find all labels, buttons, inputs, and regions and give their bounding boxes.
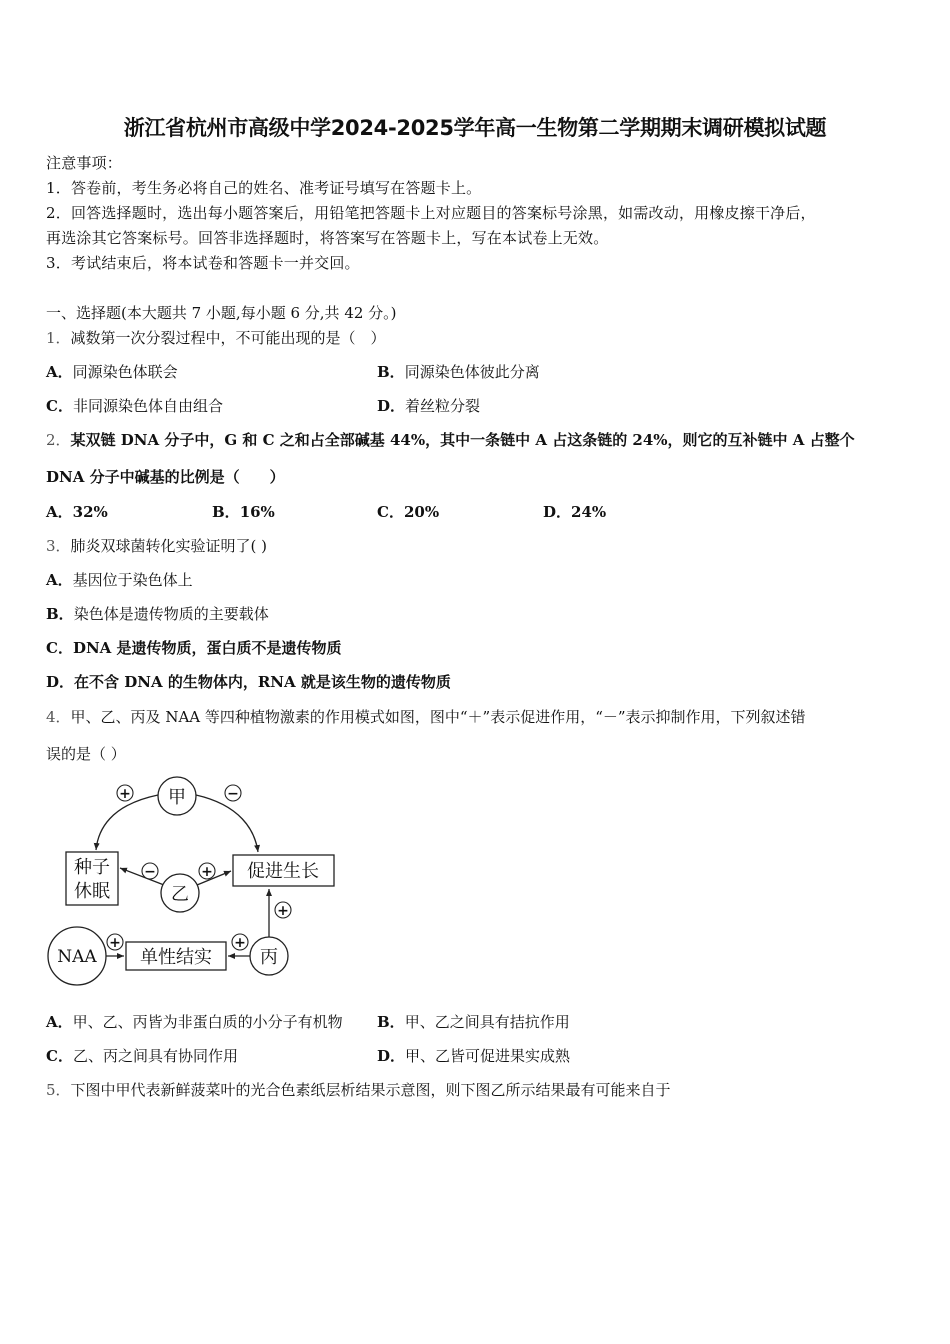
q1-option-b[interactable] xyxy=(377,361,540,382)
node-dormancy-label-2: 休眠 xyxy=(74,881,110,902)
option-letter: A． xyxy=(46,1013,73,1031)
q4-option-c[interactable] xyxy=(46,1045,238,1066)
option-text: 32% xyxy=(72,503,108,521)
q4-option-b[interactable] xyxy=(377,1011,570,1032)
hormone-interaction-diagram xyxy=(40,770,350,990)
option-letter: D． xyxy=(543,503,572,521)
node-dormancy-label-1: 种子 xyxy=(74,857,110,878)
question-number: 3． xyxy=(46,537,71,555)
option-letter: C． xyxy=(377,503,404,521)
option-letter: D． xyxy=(377,1047,406,1065)
option-letter: D． xyxy=(46,673,75,691)
option-text: 着丝粒分裂 xyxy=(405,397,481,415)
plus-sign-icon: + xyxy=(277,903,289,919)
q3-option-b[interactable] xyxy=(46,603,269,624)
option-text: 非同源染色体自由组合 xyxy=(72,397,223,415)
minus-sign-icon: − xyxy=(227,786,239,802)
question-number: 1． xyxy=(46,329,71,347)
option-text: 16% xyxy=(239,503,275,521)
node-parthenocarpy-label: 单性结实 xyxy=(140,947,212,968)
plus-sign-icon: + xyxy=(119,786,131,802)
option-letter: B． xyxy=(377,363,405,381)
option-letter: B． xyxy=(46,605,74,623)
q2-option-d[interactable] xyxy=(543,501,606,522)
notice-item-2: 2．回答选择题时，选出每小题答案后，用铅笔把答题卡上对应题目的答案标号涂黑，如需改动，用橡皮擦干净后， xyxy=(46,204,816,222)
option-letter: A． xyxy=(46,503,73,521)
notice-item-1: 1．答卷前，考生务必将自己的姓名、准考证号填写在答题卡上。 xyxy=(46,179,482,197)
question-stem: 某双链 DNA 分子中，G 和 C 之和占全部碱基 44%，其中一条链中 A 占这条链的 24%，则它的互补链中 A 占整个 xyxy=(70,431,855,449)
option-text: 在不含 DNA 的生物体内，RNA 就是该生物的遗传物质 xyxy=(74,673,451,691)
option-text: 甲、乙、丙皆为非蛋白质的小分子有机物 xyxy=(72,1013,343,1031)
question-number: 5． xyxy=(46,1081,71,1099)
option-text: DNA 是遗传物质，蛋白质不是遗传物质 xyxy=(72,639,342,657)
question-4-cont: 误的是（ ） xyxy=(46,745,126,763)
option-text: 甲、乙皆可促进果实成熟 xyxy=(405,1047,571,1065)
edge-jia-to-growth xyxy=(196,795,258,852)
option-text: 基因位于染色体上 xyxy=(72,571,193,589)
q4-option-d[interactable] xyxy=(377,1045,570,1066)
q2-option-c[interactable] xyxy=(377,501,439,522)
option-text: 染色体是遗传物质的主要载体 xyxy=(73,605,269,623)
option-text: 24% xyxy=(571,503,607,521)
section-heading: 一、选择题(本大题共 7 小题,每小题 6 分,共 42 分。) xyxy=(46,304,397,322)
option-text: 同源染色体联会 xyxy=(72,363,178,381)
option-text: 乙、丙之间具有协同作用 xyxy=(72,1047,238,1065)
q4-option-a[interactable] xyxy=(46,1011,343,1032)
notice-item-3: 3．考试结束后，将本试卷和答题卡一并交回。 xyxy=(46,254,360,272)
page-title: 浙江省杭州市高级中学2024-2025学年高一生物第二学期期末调研模拟试题 xyxy=(123,116,827,140)
question-2 xyxy=(46,429,855,450)
plus-sign-icon: + xyxy=(201,864,213,880)
node-growth-label: 促进生长 xyxy=(247,861,319,882)
node-jia-label: 甲 xyxy=(168,787,186,808)
node-yi-label: 乙 xyxy=(171,884,189,905)
question-number: 4． xyxy=(46,708,71,726)
q2-option-b[interactable] xyxy=(212,501,275,522)
q1-option-d[interactable] xyxy=(377,395,480,416)
question-stem: 甲、乙、丙及 NAA 等四种植物激素的作用模式如图，图中“＋”表示促进作用，“－”表示抑制作用，下列叙述错 xyxy=(70,708,806,726)
option-letter: A． xyxy=(46,363,73,381)
option-letter: C． xyxy=(46,1047,73,1065)
option-letter: B． xyxy=(377,1013,405,1031)
plus-sign-icon: + xyxy=(234,935,246,951)
question-2-cont: DNA 分子中碱基的比例是（ ） xyxy=(46,468,285,486)
option-text: 甲、乙之间具有拮抗作用 xyxy=(404,1013,570,1031)
option-letter: D． xyxy=(377,397,406,415)
question-stem: 减数第一次分裂过程中，不可能出现的是（ ） xyxy=(70,329,386,347)
question-5 xyxy=(46,1079,671,1100)
question-stem: 下图中甲代表新鲜菠菜叶的光合色素纸层析结果示意图，则下图乙所示结果最有可能来自于 xyxy=(70,1081,671,1099)
q3-option-c[interactable] xyxy=(46,637,342,658)
option-letter: A． xyxy=(46,571,73,589)
notice-heading: 注意事项： xyxy=(46,154,123,172)
question-number: 2． xyxy=(46,431,71,449)
option-text: 同源染色体彼此分离 xyxy=(404,363,540,381)
q1-option-a[interactable] xyxy=(46,361,178,382)
question-stem: 肺炎双球菌转化实验证明了( ) xyxy=(70,537,268,555)
notice-item-2-cont: 再选涂其它答案标号。回答非选择题时，将答案写在答题卡上，写在本试卷上无效。 xyxy=(46,229,609,247)
option-letter: C． xyxy=(46,639,73,657)
option-text: 20% xyxy=(403,503,440,521)
node-naa-label: NAA xyxy=(57,947,97,967)
question-3 xyxy=(46,535,267,556)
question-1 xyxy=(46,327,386,348)
option-letter: C． xyxy=(46,397,73,415)
q2-option-a[interactable] xyxy=(46,501,108,522)
minus-sign-icon: − xyxy=(144,864,156,880)
option-letter: B． xyxy=(212,503,240,521)
q3-option-d[interactable] xyxy=(46,671,451,692)
edge-jia-to-dormancy xyxy=(96,795,158,850)
node-bing-label: 丙 xyxy=(260,947,278,968)
question-4 xyxy=(46,706,806,727)
q3-option-a[interactable] xyxy=(46,569,193,590)
plus-sign-icon: + xyxy=(109,935,121,951)
q1-option-c[interactable] xyxy=(46,395,223,416)
